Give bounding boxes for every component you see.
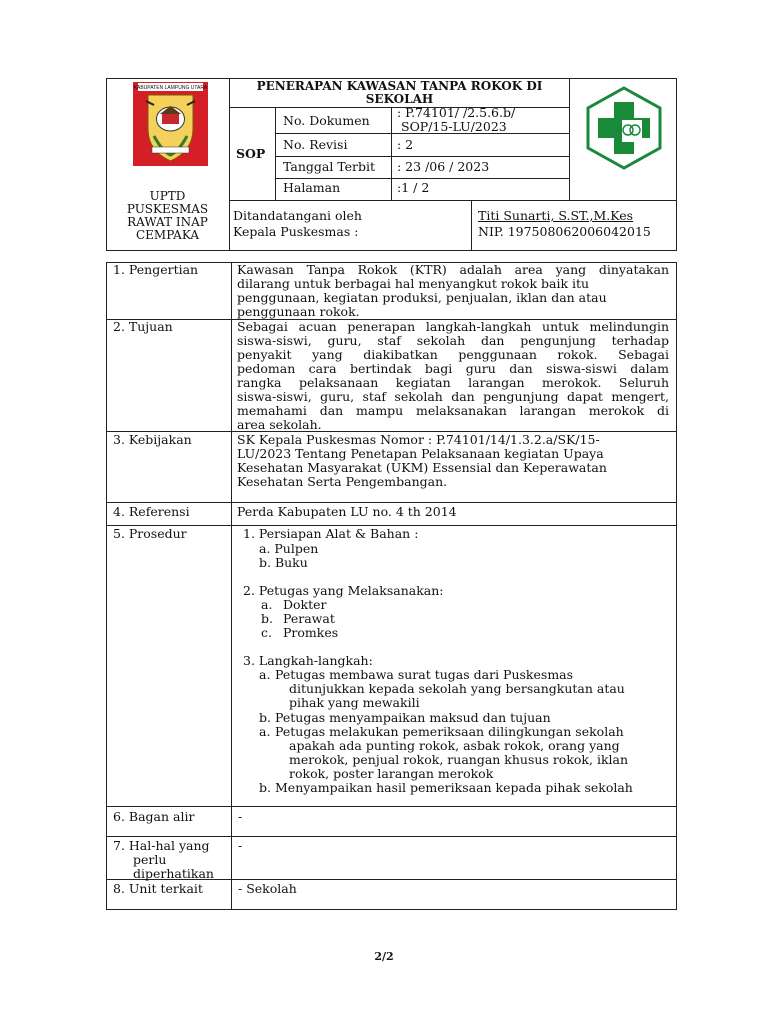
prosedur-step-2-marker: a. bbox=[261, 597, 273, 612]
revision-value: : 2 bbox=[397, 137, 414, 152]
prosedur-step-3-line: pihak yang mewakili bbox=[289, 695, 420, 710]
doc-number-label: No. Dokumen bbox=[283, 113, 370, 128]
prosedur-step-2-item: Perawat bbox=[283, 611, 335, 626]
prosedur-step-3-marker: a. bbox=[259, 724, 271, 739]
section-body-hal-hal: - bbox=[238, 838, 243, 853]
prosedur-step-1-item: b. Buku bbox=[259, 555, 308, 570]
prosedur-step-3-marker: b. bbox=[259, 780, 271, 795]
prosedur-step-3-line: Petugas menyampaikan maksud dan tujuan bbox=[275, 710, 551, 725]
section-body-pengertian: Kawasan Tanpa Rokok (KTR) adalah area yang dinyatakan dilarang untuk berbagai hal menyangkut rokok baik itu penggunaan, kegiatan produksi, penjualan, iklan dan atau penggunaan rokok. bbox=[237, 262, 669, 319]
prosedur-step-3-line: Petugas melakukan pemeriksaan dilingkungan sekolah bbox=[275, 724, 624, 739]
sop-label: SOP bbox=[236, 146, 266, 161]
revision-label: No. Revisi bbox=[283, 137, 348, 152]
prosedur-step-3-line: Menyampaikan hasil pemeriksaan kepada pihak sekolah bbox=[275, 780, 633, 795]
health-cross-logo bbox=[584, 86, 664, 170]
page-label: Halaman bbox=[283, 180, 341, 195]
document-title: PENERAPAN KAWASAN TANPA ROKOK DI SEKOLAH bbox=[256, 79, 543, 106]
issue-date-label: Tanggal Terbit bbox=[283, 159, 376, 174]
section-body-bagan-alir: - bbox=[238, 809, 243, 824]
signer bbox=[478, 208, 651, 240]
prosedur-step-2-marker: c. bbox=[261, 625, 272, 640]
crest-banner-text: KABUPATEN LAMPUNG UTARA bbox=[133, 85, 208, 91]
signer-name: Titi Sunarti, S.ST.,M.Kes bbox=[478, 208, 634, 223]
prosedur-step-2: 2. Petugas yang Melaksanakan: bbox=[243, 583, 444, 598]
section-label-kebijakan: 3. Kebijakan bbox=[113, 432, 192, 447]
section-label-prosedur: 5. Prosedur bbox=[113, 526, 187, 541]
signed-by: Ditandatangani oleh Kepala Puskesmas : bbox=[233, 208, 362, 239]
section-label-referensi: 4. Referensi bbox=[113, 504, 190, 519]
section-body-tujuan: Sebagai acuan penerapan langkah-langkah untuk melindungin siswa-siswi, guru, staf sekolah dan pengunjung terhadap penyakit yang diakibatkan penggunaan rokok. Sebagai pedoman cara bertindak bagi guru dan siswa-siswi dalam rangka pelaksanaan kegiatan larangan merokok. Seluruh siswa-siswi, guru, staf sekolah dan pengunjung dapat mengert, memahami dan mampu melaksanakan larangan merokok di area sekolah. bbox=[237, 319, 669, 432]
prosedur-step-3-line: apakah ada punting rokok, asbak rokok, orang yang bbox=[289, 738, 620, 753]
prosedur-step-2-marker: b. bbox=[261, 611, 273, 626]
prosedur-step-1: 1. Persiapan Alat & Bahan : bbox=[243, 526, 419, 541]
section-label-unit-terkait: 8. Unit terkait bbox=[113, 881, 203, 896]
section-label-bagan-alir: 6. Bagan alir bbox=[113, 809, 195, 824]
prosedur-step-3-line: ditunjukkan kepada sekolah yang bersangkutan atau bbox=[289, 681, 625, 696]
prosedur-step-2-item: Dokter bbox=[283, 597, 327, 612]
prosedur-step-3-line: rokok, poster larangan merokok bbox=[289, 766, 494, 781]
prosedur-step-3-line: merokok, penjual rokok, ruangan khusus rokok, iklan bbox=[289, 752, 629, 767]
page-number: 2/2 bbox=[374, 950, 394, 963]
prosedur-step-3-line: Petugas membawa surat tugas dari Puskesmas bbox=[275, 667, 574, 682]
section-body-referensi: Perda Kabupaten LU no. 4 th 2014 bbox=[237, 504, 457, 519]
section-label-tujuan: 2. Tujuan bbox=[113, 319, 173, 334]
org-name: UPTD PUSKESMAS RAWAT INAP CEMPAKA bbox=[126, 189, 209, 242]
section-body-kebijakan: SK Kepala Puskesmas Nomor : P.74101/14/1.3.2.a/SK/15- LU/2023 Tentang Penetapan Pelaksanaan kegiatan Upaya Kesehatan Masyarakat (UKM) Essensial dan Keperawatan Kesehatan Serta Pengembangan. bbox=[237, 432, 607, 489]
section-label-pengertian: 1. Pengertian bbox=[113, 262, 199, 277]
prosedur-step-3: 3. Langkah-langkah: bbox=[243, 653, 373, 668]
kabupaten-crest-logo bbox=[132, 81, 209, 167]
prosedur-step-3-marker: a. bbox=[259, 667, 271, 682]
prosedur-step-1-item: a. Pulpen bbox=[259, 541, 319, 556]
issue-date-value: : 23 /06 / 2023 bbox=[397, 159, 490, 174]
prosedur-step-3-marker: b. bbox=[259, 710, 271, 725]
prosedur-step-2-item: Promkes bbox=[283, 625, 339, 640]
section-body-unit-terkait: - Sekolah bbox=[238, 881, 297, 896]
signer-nip: NIP. 197508062006042015 bbox=[478, 224, 651, 239]
section-label-hal-hal: 7. Hal-hal yang perlu diperhatikan bbox=[113, 838, 214, 881]
doc-number-value: : P.74101/ /2.5.6.b/ SOP/15-LU/2023 bbox=[397, 105, 516, 134]
page-value: :1 / 2 bbox=[397, 180, 430, 195]
